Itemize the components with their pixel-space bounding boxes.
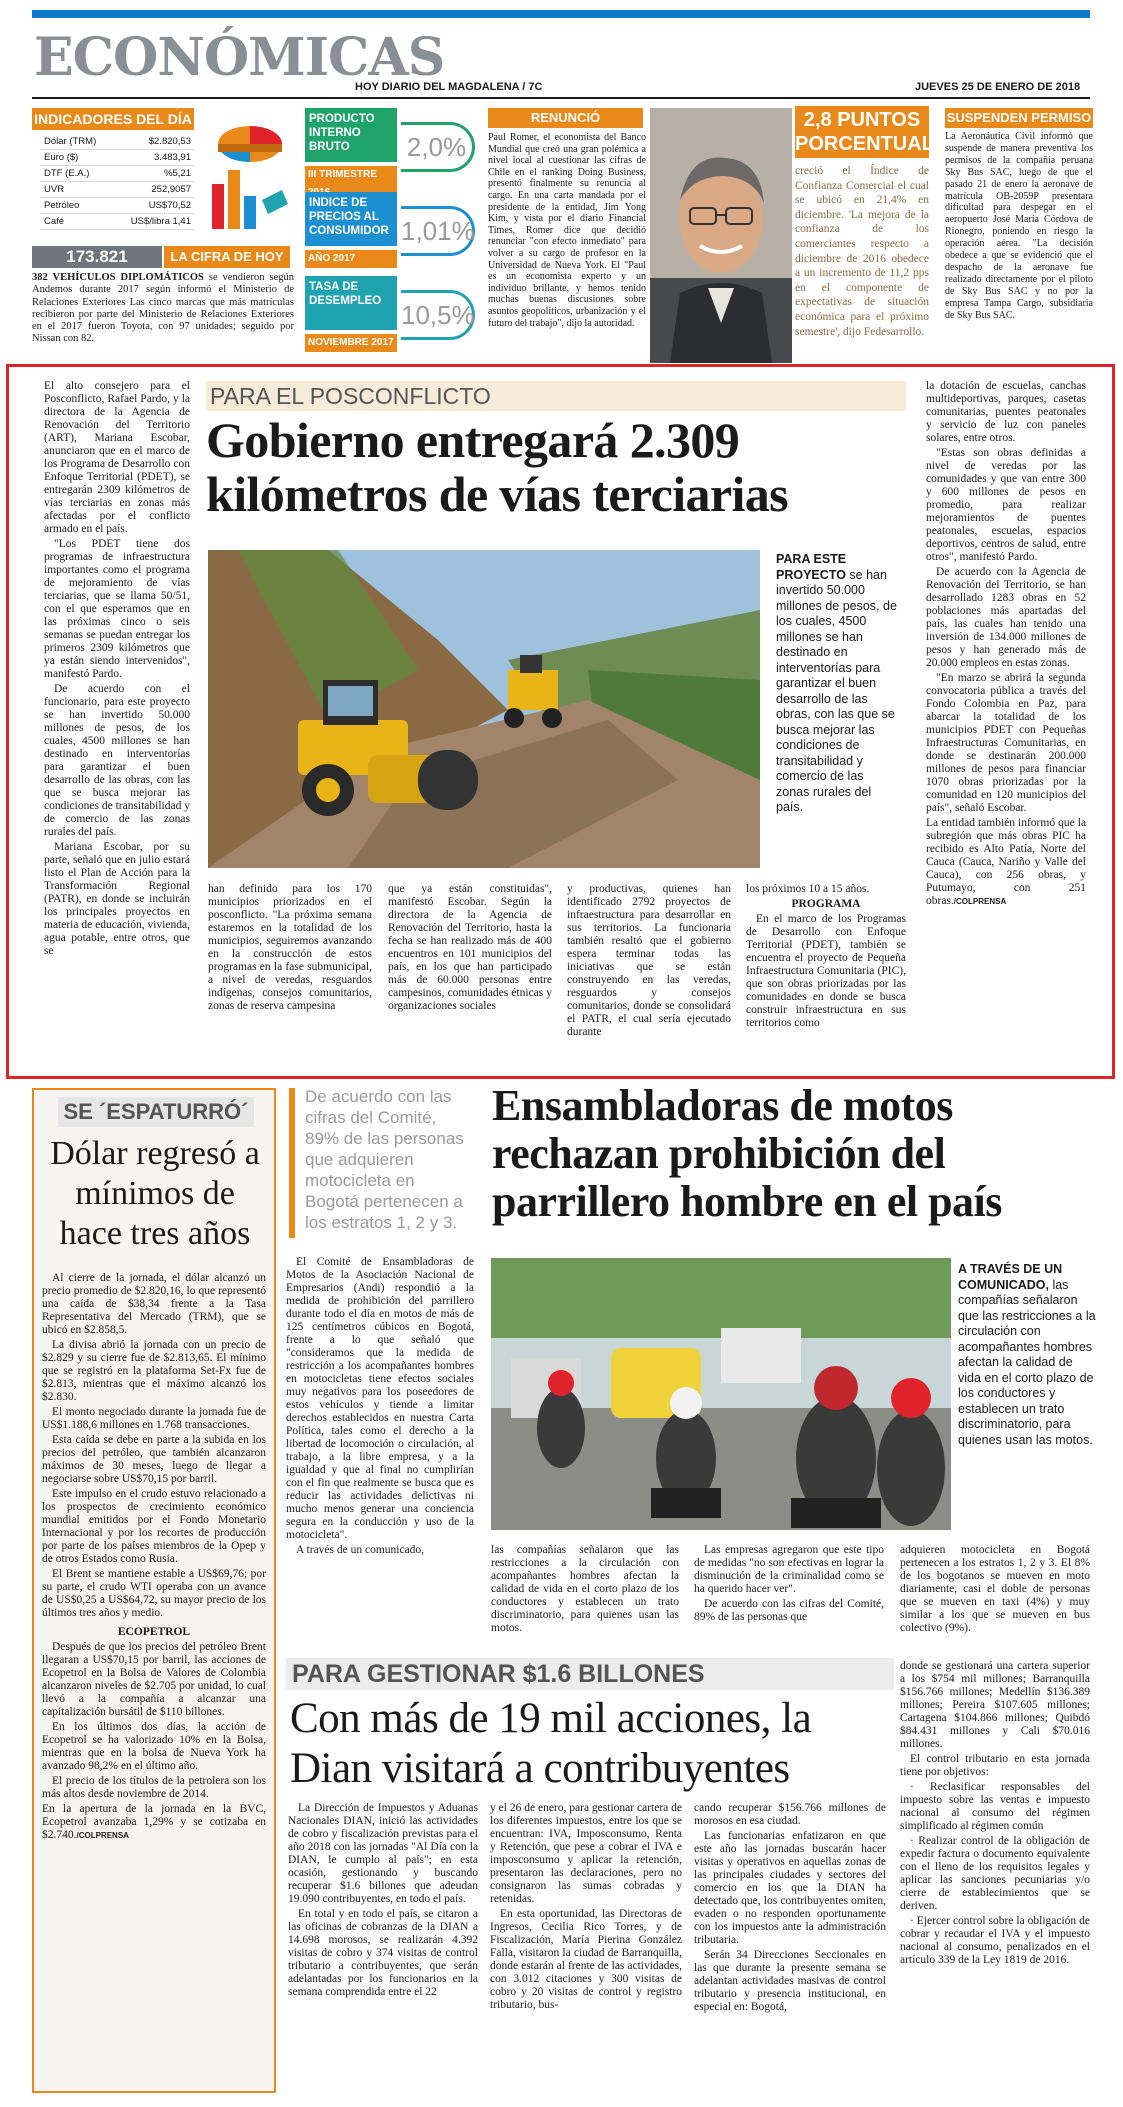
indicator-label: Petróleo bbox=[44, 200, 80, 211]
road-construction-photo bbox=[208, 550, 760, 868]
indicator-row bbox=[40, 182, 195, 198]
indicator-label: Euro ($) bbox=[44, 152, 79, 163]
stat-label: INDICE DE PRECIOS AL CONSUMIDOR bbox=[305, 192, 397, 246]
dolar-headline: Dólar regresó a mínimos de hace tres años bbox=[50, 1135, 260, 1252]
motos-col-1: El Comité de Ensambladoras de Motos de la Asociación Nacional de Empresarios (Andi) respondió a la medida de prohibición del parrillero durante todo el día en motos de más de 125 centímetros cúbicos en Bogotá, frente a lo que señaló que "consideramos que la medida de restricción a los acompañantes hombres en motocicletas tiene efectos sociales muy negativos para los poseedores de estos vehículos y tiende a limitar derechos establecidos en nuestra Carta Política, tales como el derecho a la libertad de locomoción o circulación, al trabajo, a la libre empresa, y a la igualdad y que al final no cumplirían con el fin que realmente se busca que es reducir las actividades delictivas ni mucho menos generar una conciencia segura en la conducción y uso de la motocicleta". A través de un comunicado, bbox=[286, 1256, 474, 1556]
stat-period: AÑO 2017 bbox=[305, 250, 397, 268]
indicator-row bbox=[40, 150, 195, 166]
stat-box bbox=[305, 276, 475, 358]
stats-column bbox=[305, 108, 475, 360]
vias-headline: Gobierno entregará 2.309 kilómetros de vías terciarias bbox=[206, 412, 789, 522]
figure-number: 173.821 bbox=[32, 246, 162, 268]
section-title: ECONÓMICAS bbox=[34, 27, 445, 88]
motos-col-4: adquieren motocicleta en Bogotá pertenecen a los estratos 1, 2 y 3. El 8% de los bogotanos se mueven en moto diariamente, casi el doble de personas que se mueven en taxi (4%) y muy similar a los que se mueven en bus colectivo (9%). bbox=[900, 1544, 1090, 1634]
pullquote-bar bbox=[289, 1088, 295, 1238]
stat-value: 2,0% bbox=[401, 122, 475, 172]
indicator-value: $2.820,53 bbox=[148, 136, 191, 147]
stat-period: III TRIMESTRE bbox=[305, 166, 397, 202]
indicator-label: UVR bbox=[44, 184, 65, 195]
renuncio-text: Paul Romer, el economista del Banco Mundial que creó una gran polémica a nivel local al cuestionar las cifras de Chile en el ranking Doing Business, presentó finalmente su renuncia al cargo. En una carta mandada por el presidente de la entidad, Jim Yong Kim, y vista por el diario Financial Times, Romer dice que decidió renunciar "con efecto inmediato" para volver a su cargo de profesor en la Universidad de Nueva York. El "Paul es un economista experto y un individuo brillante, y hemos tenido muchas buenas discusiones sobre asuntos geopolíticos, urbanización y el futuro del trabajo", dijo la autoridad. bbox=[488, 132, 646, 329]
puntos-text: creció el Índice de Confianza Comercial el cual se ubicó en 21,4% en diciembre. 'La mejora de la confianza de los comerciantes respecto a diciembre de 2016 obedece a un incremento de 11,2 pps en el componente de expectativas de situación económica para el próximo semestre', dijo Fedesarrollo. bbox=[795, 165, 929, 338]
stat-label: TASA DE DESEMPLEO bbox=[305, 276, 397, 330]
indicator-label: Dólar (TRM) bbox=[44, 136, 97, 147]
dian-kicker: PARA GESTIONAR $1.6 BILLONES bbox=[286, 1658, 894, 1690]
top-rule bbox=[32, 10, 1090, 18]
economist-portrait bbox=[650, 108, 792, 363]
puntos-title: 2,8 PUNTOS PORCENTUALES bbox=[795, 106, 929, 158]
vias-col-2: han definido para los 170 municipios priorizados en el posconflicto. "La próxima semana estaremos en la totalidad de los municipios, seguiremos avanzando en la construcción de estos programas en la fase submunicipal, a nivel de veredas, resguardos indígenas, consejos comunitarios, zonas de reserva campesina bbox=[208, 883, 372, 1012]
header-rule bbox=[32, 97, 1090, 99]
paper-name: HOY DIARIO DEL MAGDALENA / 7C bbox=[355, 81, 543, 93]
motos-callout: A TRAVÉS DE UN COMUNICADO, las compañías señalaron que las restricciones a la circulación con acompañantes hombres afectan la calidad de vida en el corto plazo de los conductores y establecen un trato discriminatorio, para quienes usan las motos. bbox=[958, 1262, 1096, 1447]
dian-col-4: donde se gestionará una cartera superior a los $754 mil millones; Barranquilla $156.766 millones; Medellín $136.389 millones; Pereira $107.605 millones; Cartagena $104.866 millones; Quibdó $84.431 millones y Cali $70.016 millones. El control tributario en esta jornada tiene por objetivos: · Reclasificar responsables del impuesto sobre las ventas e impuesto nacional al consumo del régimen simplificado al régimen común · Realizar control de la obligación de expedir factura o documento equivalente con el lleno de los requisitos legales y aplicar las sanciones pecuniarias y/o cierre de establecimientos que se deriven. · Ejercer control sobre la obligación de cobrar y recaudar el IVA y el impuesto nacional al consumo, penalizados en el artículo 339 de la Ley 1819 de 2016. bbox=[900, 1660, 1090, 1966]
stat-value: 1,01% bbox=[401, 206, 475, 256]
stat-label: PRODUCTO INTERNO BRUTO bbox=[305, 108, 397, 162]
permiso-title: SUSPENDEN PERMISO bbox=[945, 108, 1093, 128]
pie-chart-icon bbox=[200, 104, 290, 244]
vias-col-6: la dotación de escuelas, canchas multideportivas, parques, casetas comunitarias, puentes peatonales y servicio de luz con paneles solares, entre otros. "Estas son obras definidas a nivel de veredas por las comunidades y que van entre 300 y 600 millones de pesos en promedio, para realizar mejoramientos de puentes peatonales, escuelas, espacios deportivos, centros de salud, entre otros", manifestó Pardo. De acuerdo con la Agencia de Renovación del Territorio, se han desarrollado 1283 obras en 52 poblaciones más apartadas del país, las cuales han tenido una inversión de 134.000 millones de pesos y han generado más de 20.000 empleos en estas zonas. "En marzo se abrirá la segunda convocatoria pública a través del Fondo Colombia en Paz, para abarcar la totalidad de los municipios PDET con Pequeñas Infraestructuras Comunitarias, en donde se destinarán 200.000 millones de pesos para financiar 1070 obras priorizadas por la comunidad en 120 municipios del país", señaló Escobar. La entidad también informó que la subregión que más obras PIC ha recibido es Alto Patía, Norte del Cauca (Cauca, Nariño y Valle del Cauca), con 256 obras, y Putumayo, con 251 obras. /COLPRENSA bbox=[926, 380, 1086, 907]
figure-text: 382 VEHÍCULOS DIPLOMÁTICOS se vendieron según Andemos durante 2017 según informó el Ministerio de Relaciones Exteriores Las cinco marcas que más matrículas recibieron por parte del Ministerio de Relaciones Exteriores en el 2017 fueron Toyota, con 97 unidades; seguido por Nissan con 82. bbox=[32, 272, 294, 345]
indicators-table bbox=[40, 134, 195, 230]
motos-col-3: Las empresas agregaron que este tipo de medidas "no son efectivas en lograr la disminución de la criminalidad como se ha querido hacer ver". De acuerdo con las cifras del Comité, 89% de las personas que bbox=[694, 1544, 884, 1623]
vias-col-3: que ya están constituidas", manifestó Escobar. Según la directora de la Agencia de Renovación del Territorio, hasta la fecha se han realizado más de 400 encuentros en 101 municipios del país, en los que han participado más de 60.000 personas entre campesinos, comunidades étnicas y organizaciones sociales bbox=[388, 883, 552, 1012]
renuncio-title: RENUNCIÓ bbox=[488, 108, 643, 128]
dian-col-3: cando recuperar $156.766 millones de morosos en esa ciudad. Las funcionarias enfatizaron en que este año las jornadas buscarán hacer visitas y operativos en aquellas zonas de las principales ciudades y sectores del comercio en los que la DIAN ha detectado que, los contribuyentes omiten, evaden o no responden oportunamente con los impuestos ante la administración tributaria. Serán 34 Direcciones Seccionales en las que durante la presente semana se adelantan actividades masivas de control tributario y presencia institucional, en especial en: Bogotá, bbox=[694, 1802, 886, 2013]
dolar-kicker: SE ´ESPATURRÓ´ bbox=[58, 1097, 254, 1127]
dian-col-2: y el 26 de enero, para gestionar cartera de los diferentes impuestos, entre los que se encuentran: IVA, Imposconsumo, Renta y Retención, que pese a cobrar el IVA e imposconsumo y aplicar la retención, presentaron las declaraciones, pero no consignaron las sumas cobradas y retenidas. En esta oportunidad, las Directoras de Ingresos, Cecilia Rico Torres, y de Fiscalización, María Pierina González Falla, visitaron la ciudad de Barranquilla, donde estarán al frente de las actividades, con 3.012 citaciones y 300 visitas de cobro y 20 visitas de control y registro tributario, bus- bbox=[490, 1802, 682, 2011]
indicator-label: DTF (E.A.) bbox=[44, 168, 90, 179]
dian-col-1: La Dirección de Impuestos y Aduanas Nacionales DIAN, inició las actividades de cobro y fiscalización previstas para el año 2018 con las jornadas "Al Día con la DIAN, le cumplo al país"; en esta ocasión, gestionando y buscando recuperar $1.6 billones que adeudan 19.090 contribuyentes, en todo el país. En total y en todo el país, se citaron a las oficinas de cobranzas de la DIAN a 14.698 morosos, se realizarán 4.392 visitas de cobro y 374 visitas de control tributario a contribuyentes, que serán adelantadas por los funcionarios en la semana comprendida entre el 22 bbox=[288, 1802, 478, 1998]
vias-col-5: los próximos 10 a 15 años. PROGRAMA En el marco de los Programas de Desarrollo con Enfoque Territorial (PDET), también se encuentra el proyecto de Pequeña Infraestructura Comunitaria (PIC), que son obras priorizadas por las comunidades en donde se busca construir infraestructura en sus territorios como bbox=[746, 883, 906, 1029]
stat-box bbox=[305, 192, 475, 274]
vias-kicker: PARA EL POSCONFLICTO bbox=[206, 381, 906, 411]
vias-callout: PARA ESTE PROYECTO se han invertido 50.000 millones de pesos, de los cuales, 4500 millones se han destinado en interventorías para garantizar el buen desarrollo de las obras, con las que se busca mejorar las condiciones de transitabilidad y comercio de las zonas rurales del país. bbox=[776, 552, 897, 814]
motos-col-2: las compañías señalaron que las restricciones a la circulación con acompañantes hombres afectan la calidad de vida en el corto plazo de los conductores y establecen un trato discriminatorio, para quienes usan las motos. bbox=[491, 1544, 679, 1634]
stat-value: 10,5% bbox=[401, 290, 475, 340]
figure-label: LA CIFRA DE HOY bbox=[164, 246, 290, 268]
indicator-label: Café bbox=[44, 216, 65, 227]
motos-pullquote: De acuerdo con las cifras del Comité, 89% de las personas que adquieren motocicleta en Bogotá pertenecen a los estratos 1, 2 y 3. bbox=[305, 1087, 464, 1232]
indicator-value: 252,9057 bbox=[151, 184, 191, 195]
stat-period: NOVIEMBRE 2017 bbox=[305, 334, 397, 352]
indicators-title: INDICADORES DEL DÍA bbox=[32, 108, 194, 130]
vias-col-4: y productivas, quienes han identificado 2792 proyectos de infraestructura para desarrollar en sus territorios. La funcionaria también resaltó que el gobierno espera terminar todas las iniciativas que se están construyendo en las veredas, resguardos y consejos comunitarios, donde se consolidará el PATR, el cual sería ejecutado durante bbox=[567, 883, 731, 1038]
edition-date: JUEVES 25 DE ENERO DE 2018 bbox=[915, 81, 1081, 93]
dian-headline: Con más de 19 mil acciones, la Dian visitará a contribuyentes bbox=[290, 1695, 812, 1792]
vias-col-1: El alto consejero para el Posconflicto, Rafael Pardo, y la directora de la Agencia de Renovación del Territorio (ART), Mariana Escobar, anunciaron que en el marco de los Programa de Desarrollo con Enfoque Territorial (PDET), se entregarán 2309 kilómetros de vías terciarias en zonas más afectadas por el conflicto armado en el país. "Los PDET tiene dos programas de infraestructura importantes como el programa de mejoramiento de vías terciarias, que se llama 50/51, con el que esperamos que en las próximas cinco o seis semanas se puedan entregar los primeros 2309 kilómetros que ya están siendo intervenidos", manifestó Pardo. De acuerdo con el funcionario, para este proyecto se han invertido 50.000 millones de pesos, de los cuales, 4500 millones se han destinado en interventorías para garantizar el buen desarrollo de las obras, con las que se busca mejorar las condiciones de transitabilidad y de comercio de las zonas rurales del país. Mariana Escobar, por su parte, señaló que en julio estará listo el Plan de Acción para la Transformación Regional (PATR), en donde se incluirán los principales proyectos en materia de educación, vivienda, agua potable, entre otros, que se bbox=[44, 380, 190, 957]
indicator-value: US$/libra 1,41 bbox=[130, 216, 191, 227]
indicator-row bbox=[40, 198, 195, 214]
dolar-body: Al cierre de la jornada, el dólar alcanzó un precio promedio de $2.820,16, lo que representó una caída de $38,34 frente a la Tasa Representativa del Mercado (TRM), que se ubicó en $2.858,5. La divisa abrió la jornada con un precio de $2.829 y su cierre fue de $2.813,65. El mínimo que se registró en la plataforma Set-Fx fue de $2.813, mientras que el máximo alcanzó los $2.830. El monto negociado durante la jornada fue de US$1.188,6 millones en 1.768 transacciones. Esta caída se debe en parte a la subida en los precios del petróleo, que también alcanzaron máximos de 30 meses, luego de llegar a negociarse sobre US$70,15 por barril. Este impulso en el crudo estuvo relacionado a los prospectos de crecimiento económico mundial emitidos por el Fondo Monetario Internacional y por los recortes de producción por parte de los países miembros de la Opep y de otros Estados como Rusia. El Brent se mantiene estable a US$69,76; por su parte, el crudo WTI operaba con un avance de US$0,25 a US$64,72, su mayor precio de los últimos tres años y medio. ECOPETROL Después de que los precios del petróleo Brent llegaran a US$70,15 por barril, las acciones de Ecopetrol en la Bolsa de Valores de Colombia alcanzaron niveles de $2.705 por unidad, lo cual llevó a la compañía a alcanzar una capitalización bursátil de $110 billones. En los últimos dos días, la acción de Ecopetrol se ha valorizado 10% en la Bolsa, mientras que en la bolsa de Nueva York ha avanzado 98,2% en el último año. El precio de los títulos de la petrolera son los más altos desde noviembre de 2014. En la apertura de la jornada en la BVC, Ecopetrol avanzaba 1,29% y se cotizaba en $2.740. /COLPRENSA bbox=[42, 1272, 266, 1841]
indicator-value: 3.483,91 bbox=[154, 152, 191, 163]
indicator-row bbox=[40, 214, 195, 230]
permiso-text: La Aeronáutica Civil informó que suspende de manera preventiva los permisos de la compañía peruana Sky Bus SAC, luego de que el pasado 21 de enero la aeronave de matrícula OB-2059P presentara dificultad para despegar en el aeropuerto José María Córdova de Rionegro, poniendo en riesgo la operación aérea. "La decisión obedece a que se evidenció que el despacho de la aeronave fue realizado directamente por el piloto de Sky Bus SAC y no por la empresa Tampa Cargo, subsidiaria de Sky Bus SAC. bbox=[945, 131, 1093, 321]
motorcycles-photo bbox=[491, 1258, 951, 1530]
indicator-value: US$70,52 bbox=[148, 200, 191, 211]
motos-headline: Ensambladoras de motos rechazan prohibición del parrillero hombre en el país bbox=[492, 1081, 1002, 1226]
stat-box bbox=[305, 108, 475, 190]
indicator-value: %5,21 bbox=[164, 168, 191, 179]
indicator-row bbox=[40, 166, 195, 182]
indicator-row bbox=[40, 134, 195, 150]
